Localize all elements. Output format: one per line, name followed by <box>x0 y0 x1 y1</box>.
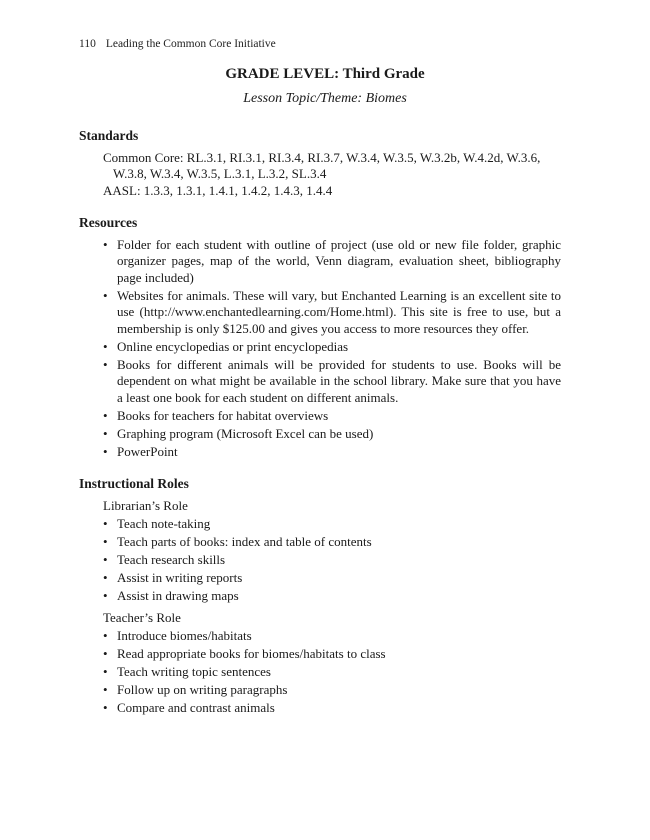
resources-list <box>79 237 561 461</box>
bullet-icon: • <box>103 236 108 252</box>
bullet-icon: • <box>103 534 108 549</box>
page-title: GRADE LEVEL: Third Grade <box>225 66 425 82</box>
bullet-icon: • <box>103 682 108 697</box>
list-item: • Books for different animals will be provided for students to use. Books will be dependent on what might be available in the school library. Make sure that you have a least one book for each student on different animals. <box>103 356 561 405</box>
page-content <box>79 128 561 733</box>
list-item: • Websites for animals. These will vary, but Enchanted Learning is an excellent site to use (http://www.enchantedlearning.com/Home.html). This site is free to use, but a membership is only $125.00 and gives you access to more resources they offer. <box>103 287 561 336</box>
bullet-icon: • <box>103 407 108 423</box>
list-item: • Compare and contrast animals <box>103 700 275 715</box>
list-item: • Introduce biomes/habitats <box>103 628 252 643</box>
teacher-role-label: Teacher’s Role <box>103 609 181 625</box>
bullet-icon: • <box>103 552 108 567</box>
list-item: • Follow up on writing paragraphs <box>103 682 288 697</box>
bullet-icon: • <box>103 516 108 531</box>
resources-section <box>79 215 561 460</box>
list-item: • Teach parts of books: index and table of contents <box>103 534 372 549</box>
running-head <box>79 38 276 50</box>
standards-heading: Standards <box>79 128 139 143</box>
teacher-role-list <box>79 628 561 717</box>
roles-heading: Instructional Roles <box>79 476 189 491</box>
list-item: • Books for teachers for habitat overviews <box>103 407 329 423</box>
roles-section <box>79 476 561 717</box>
bullet-icon: • <box>103 628 108 643</box>
list-item: • Graphing program (Microsoft Excel can be used) <box>103 425 374 441</box>
list-item: • Teach note-taking <box>103 516 211 531</box>
list-item: • PowerPoint <box>103 443 178 459</box>
bullet-icon: • <box>103 570 108 585</box>
book-title: Leading the Common Core Initiative <box>105 38 276 50</box>
page-number: 110 <box>79 38 96 50</box>
list-item: • Folder for each student with outline of project (use old or new file folder, graphic organizer pages, map of the world, Venn diagram, evaluation sheet, bibliography page included) <box>103 236 561 285</box>
common-core-standards: Common Core: RL.3.1, RI.3.1, RI.3.4, RI.3.7, W.3.4, W.3.5, W.3.2b, W.4.2d, W.3.6, W.3.8, W.3.4, W.3.5, L.3.1, L.3.2, SL.3.4 <box>103 149 541 181</box>
bullet-icon: • <box>103 646 108 661</box>
bullet-icon: • <box>103 425 108 441</box>
list-item: • Teach research skills <box>103 552 226 567</box>
standards-section <box>79 128 561 199</box>
list-item: • Assist in drawing maps <box>103 588 239 603</box>
librarian-role <box>79 498 561 605</box>
teacher-role <box>79 610 561 717</box>
bullet-icon: • <box>103 338 108 354</box>
list-item: • Teach writing topic sentences <box>103 664 271 679</box>
bullet-icon: • <box>103 700 108 715</box>
aasl-standards: AASL: 1.3.3, 1.3.1, 1.4.1, 1.4.2, 1.4.3, 1.4.4 <box>103 182 333 198</box>
bullet-icon: • <box>103 287 108 303</box>
bullet-icon: • <box>103 588 108 603</box>
bullet-icon: • <box>103 356 108 372</box>
bullet-icon: • <box>103 443 108 459</box>
list-item: • Online encyclopedias or print encyclopedias <box>103 338 349 354</box>
librarian-role-label: Librarian’s Role <box>103 497 188 513</box>
list-item: • Read appropriate books for biomes/habitats to class <box>103 646 386 661</box>
bullet-icon: • <box>103 664 108 679</box>
librarian-role-list <box>79 516 561 605</box>
lesson-topic: Lesson Topic/Theme: Biomes <box>243 91 407 106</box>
resources-heading: Resources <box>79 215 138 230</box>
list-item: • Assist in writing reports <box>103 570 243 585</box>
